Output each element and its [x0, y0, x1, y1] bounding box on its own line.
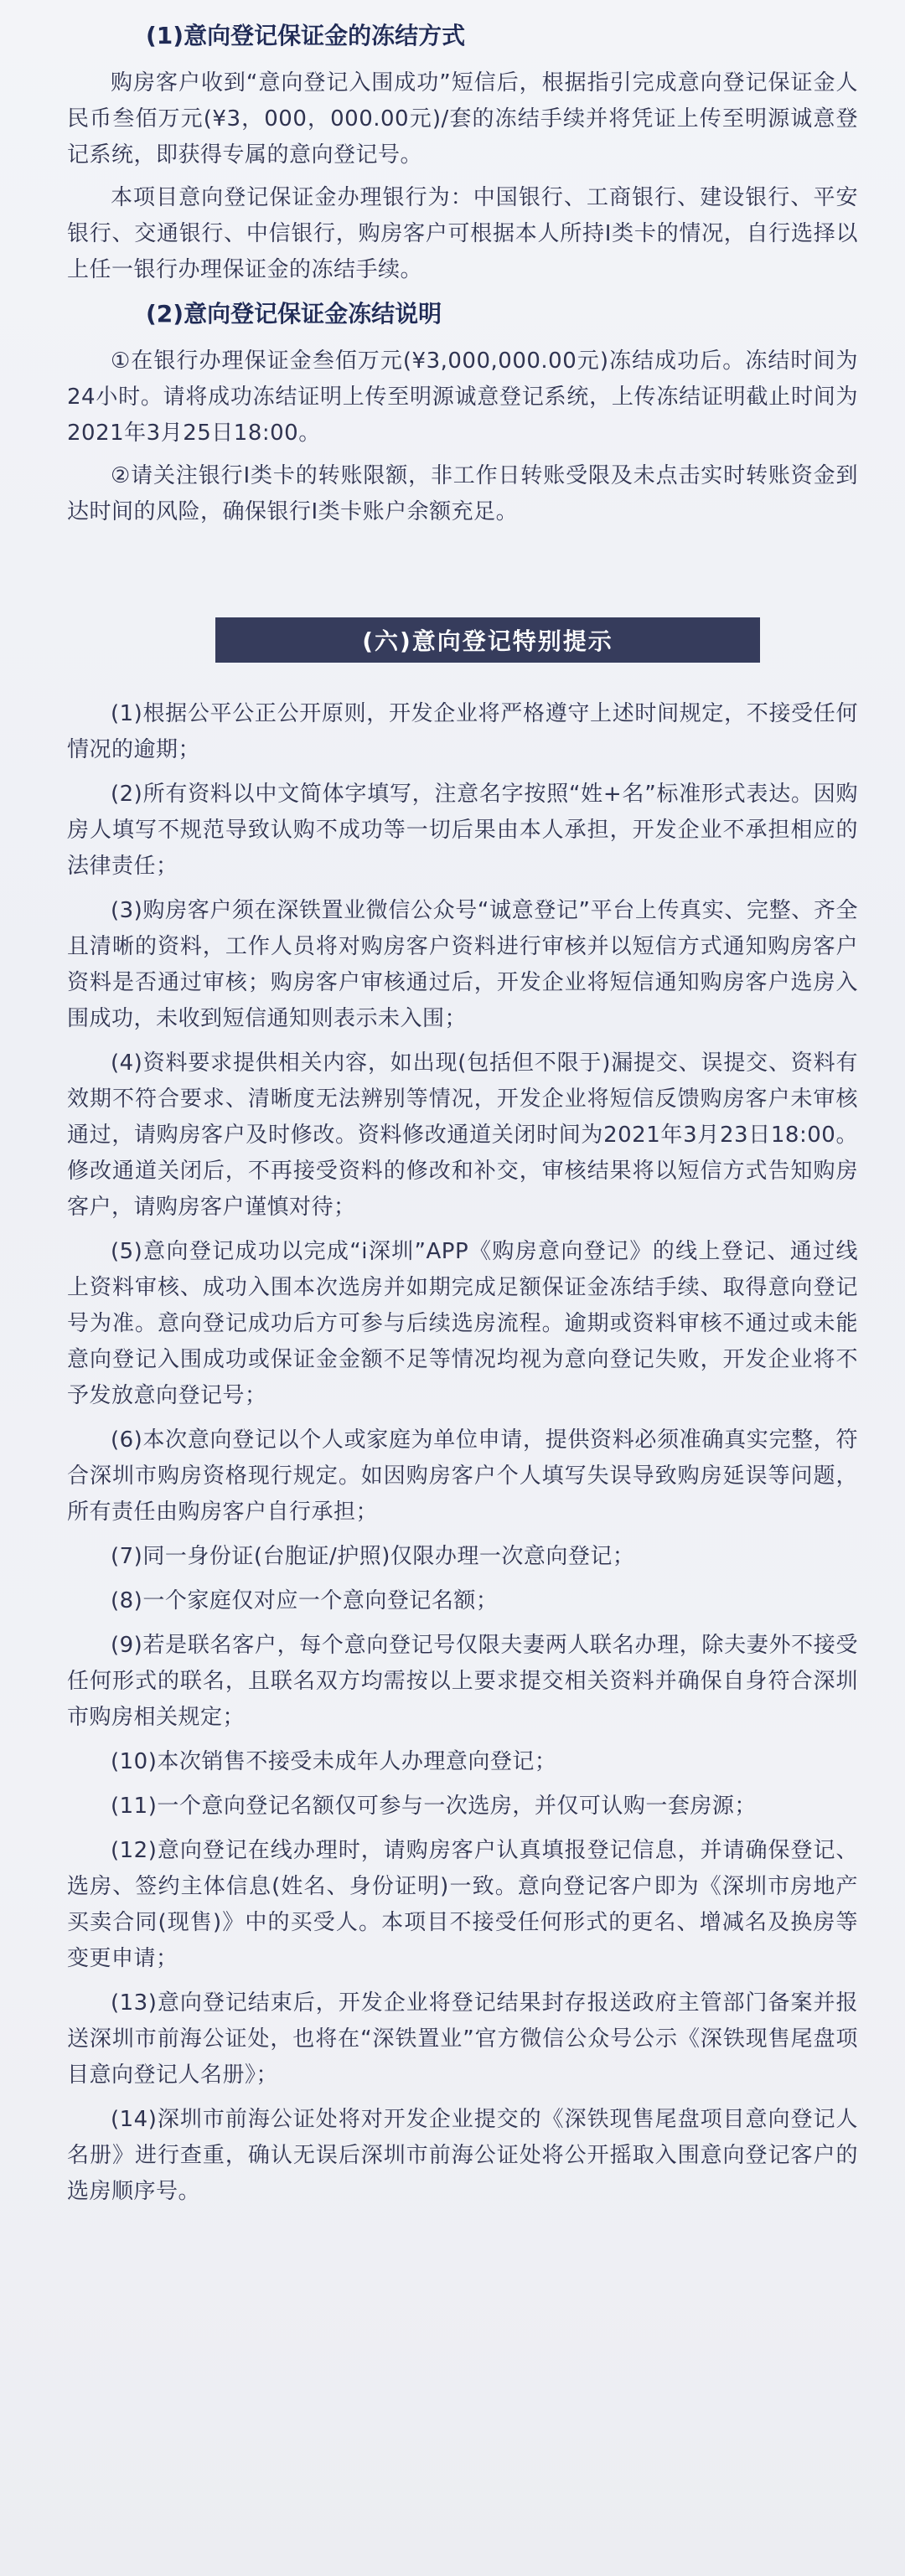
list-item: (2)所有资料以中文简体字填写，注意名字按照“姓+名”标准形式表达。因购房人填写不规范导致认购不成功等一切后果由本人承担，开发企业不承担相应的法律责任； [67, 782, 858, 879]
deposit-freeze-notes-heading: (2)意向登记保证金冻结说明 [146, 300, 442, 328]
deposit-freeze-method-heading: (1)意向登记保证金的冻结方式 [146, 22, 466, 49]
list-item: (11)一个意向登记名额仅可参与一次选房，并仅可认购一套房源； [111, 1794, 757, 1819]
section-deposit [67, 18, 858, 530]
paragraph: 本项目意向登记保证金办理银行为：中国银行、工商银行、建设银行、平安银行、交通银行、中信银行，购房客户可根据本人所持Ⅰ类卡的情况，自行选择以上任一银行办理保证金的冻结手续。 [67, 185, 858, 282]
list-item: (9)若是联名客户，每个意向登记号仅限夫妻两人联名办理，除夫妻外不接受任何形式的联名，且联名双方均需按以上要求提交相关资料并确保自身符合深圳市购房相关规定； [67, 1633, 858, 1730]
list-item: (3)购房客户须在深铁置业微信公众号“诚意登记”平台上传真实、完整、齐全且清晰的资料，工作人员将对购房客户资料进行审核并以短信方式通知购房客户资料是否通过审核；购房客户审核通过后，开发企业将短信通知购房客户选房入围成功，未收到短信通知则表示未入围； [67, 898, 858, 1031]
special-notes-list [67, 696, 858, 2210]
list-item: (5)意向登记成功以完成“i深圳”APP《购房意向登记》的线上登记、通过线上资料审核、成功入围本次选房并如期完成足额保证金冻结手续、取得意向登记号为准。意向登记成功后方可参与后续选房流程。逾期或资料审核不通过或未能意向登记入围成功或保证金金额不足等情况均视为意向登记失败，开发企业将不予发放意向登记号； [67, 1239, 858, 1408]
list-item: (1)根据公平公正公开原则，开发企业将严格遵守上述时间规定，不接受任何情况的逾期； [67, 701, 858, 762]
list-item: (12)意向登记在线办理时，请购房客户认真填报登记信息，并请确保登记、选房、签约主体信息(姓名、身份证明)一致。意向登记客户即为《深圳市房地产买卖合同(现售)》中的买受人。本项目不接受任何形式的更名、增减名及换房等变更申请； [67, 1838, 858, 1971]
section-banner: (六)意向登记特别提示 [215, 617, 760, 663]
list-item: (7)同一身份证(台胞证/护照)仅限办理一次意向登记； [111, 1544, 635, 1569]
paragraph: ②请关注银行Ⅰ类卡的转账限额，非工作日转账受限及未点击实时转账资金到达时间的风险，确保银行Ⅰ类卡账户余额充足。 [67, 463, 858, 524]
list-item: (8)一个家庭仅对应一个意向登记名额； [111, 1588, 499, 1613]
paragraph: 购房客户收到“意向登记入围成功”短信后，根据指引完成意向登记保证金人民币叁佰万元(¥3，000，000.00元)/套的冻结手续并将凭证上传至明源诚意登记系统，即获得专属的意向登记号。 [67, 70, 858, 168]
list-item: (14)深圳市前海公证处将对开发企业提交的《深铁现售尾盘项目意向登记人名册》进行查重，确认无误后深圳市前海公证处将公开摇取入围意向登记客户的选房顺序号。 [67, 2107, 858, 2204]
list-item: (10)本次销售不接受未成年人办理意向登记； [111, 1749, 557, 1774]
list-item: (4)资料要求提供相关内容，如出现(包括但不限于)漏提交、误提交、资料有效期不符合要求、清晰度无法辨别等情况，开发企业将短信反馈购房客户未审核通过，请购房客户及时修改。资料修改通道关闭时间为2021年3月23日18:00。修改通道关闭后，不再接受资料的修改和补交，审核结果将以短信方式告知购房客户，请购房客户谨慎对待； [67, 1051, 858, 1220]
section-banner-wrap [67, 617, 858, 663]
list-item: (13)意向登记结束后，开发企业将登记结果封存报送政府主管部门备案并报送深圳市前海公证处，也将在“深铁置业”官方微信公众号公示《深铁现售尾盘项目意向登记人名册》； [67, 1990, 858, 2088]
paragraph: ①在银行办理保证金叁佰万元(¥3,000,000.00元)冻结成功后。冻结时间为24小时。请将成功冻结证明上传至明源诚意登记系统，上传冻结证明截止时间为2021年3月25日18:00。 [67, 348, 858, 446]
list-item: (6)本次意向登记以个人或家庭为单位申请，提供资料必须准确真实完整，符合深圳市购房资格现行规定。如因购房客户个人填写失误导致购房延误等问题，所有责任由购房客户自行承担； [67, 1427, 858, 1525]
